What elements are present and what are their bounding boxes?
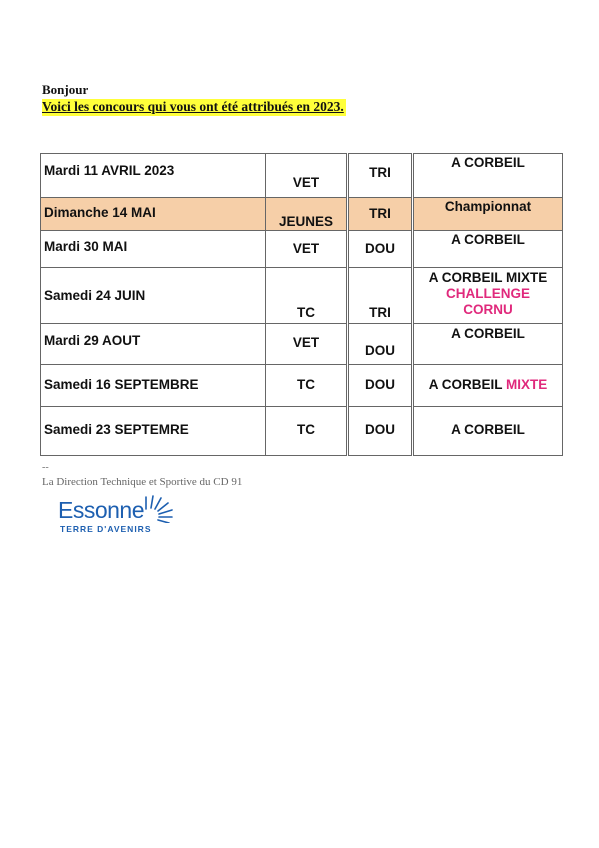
place-cell: Championnat (444, 199, 532, 214)
place-cornu: CORNU (463, 302, 513, 317)
place-cell: A CORBEIL (451, 232, 525, 247)
table-row (41, 324, 563, 365)
table-row (41, 268, 563, 324)
competition-table (40, 153, 563, 456)
signature-separator: -- (42, 462, 49, 473)
category-cell: TC (297, 305, 315, 320)
category-cell: VET (292, 175, 320, 190)
table-row (41, 154, 563, 198)
table-row (41, 231, 563, 268)
place-cell: A CORBEIL (451, 422, 525, 437)
type-cell: TRI (369, 305, 391, 320)
type-cell: DOU (365, 241, 395, 256)
type-cell: DOU (365, 422, 395, 437)
date-cell: Samedi 24 JUIN (44, 288, 146, 303)
headline: Voici les concours qui vous ont été attribués en 2023. (42, 99, 344, 114)
table-row (41, 407, 563, 456)
type-cell: TRI (369, 165, 391, 180)
place-cell: A CORBEIL MIXTE (428, 270, 548, 285)
category-cell: TC (297, 377, 315, 392)
logo-wordmark: Essonne (58, 497, 145, 523)
date-cell: Samedi 16 SEPTEMBRE (44, 377, 199, 392)
date-cell: Mardi 11 AVRIL 2023 (44, 163, 175, 178)
category-cell: VET (292, 241, 320, 256)
table-row (41, 365, 563, 407)
type-cell: DOU (365, 377, 395, 392)
logo-tagline: TERRE D'AVENIRS (60, 524, 152, 534)
greeting: Bonjour (42, 82, 89, 97)
date-cell: Dimanche 14 MAI (44, 205, 156, 220)
type-cell: TRI (369, 206, 391, 221)
date-cell: Samedi 23 SEPTEMRE (44, 422, 189, 437)
sun-rays-icon (142, 493, 178, 523)
table-row (41, 198, 563, 231)
category-cell: VET (292, 335, 320, 350)
signature-line: La Direction Technique et Sportive du CD 91 (42, 476, 243, 488)
place-mixte: MIXTE (506, 377, 548, 392)
type-cell: DOU (365, 343, 395, 358)
place-cell: A CORBEIL (451, 326, 525, 341)
date-cell: Mardi 29 AOUT (44, 333, 141, 348)
place-challenge: CHALLENGE (446, 286, 530, 301)
category-cell: JEUNES (278, 214, 334, 229)
place-cell: A CORBEIL MIXTE (428, 377, 548, 392)
place-cell: A CORBEIL (451, 155, 525, 170)
category-cell: TC (297, 422, 315, 437)
date-cell: Mardi 30 MAI (44, 239, 128, 254)
essonne-logo (58, 493, 198, 535)
